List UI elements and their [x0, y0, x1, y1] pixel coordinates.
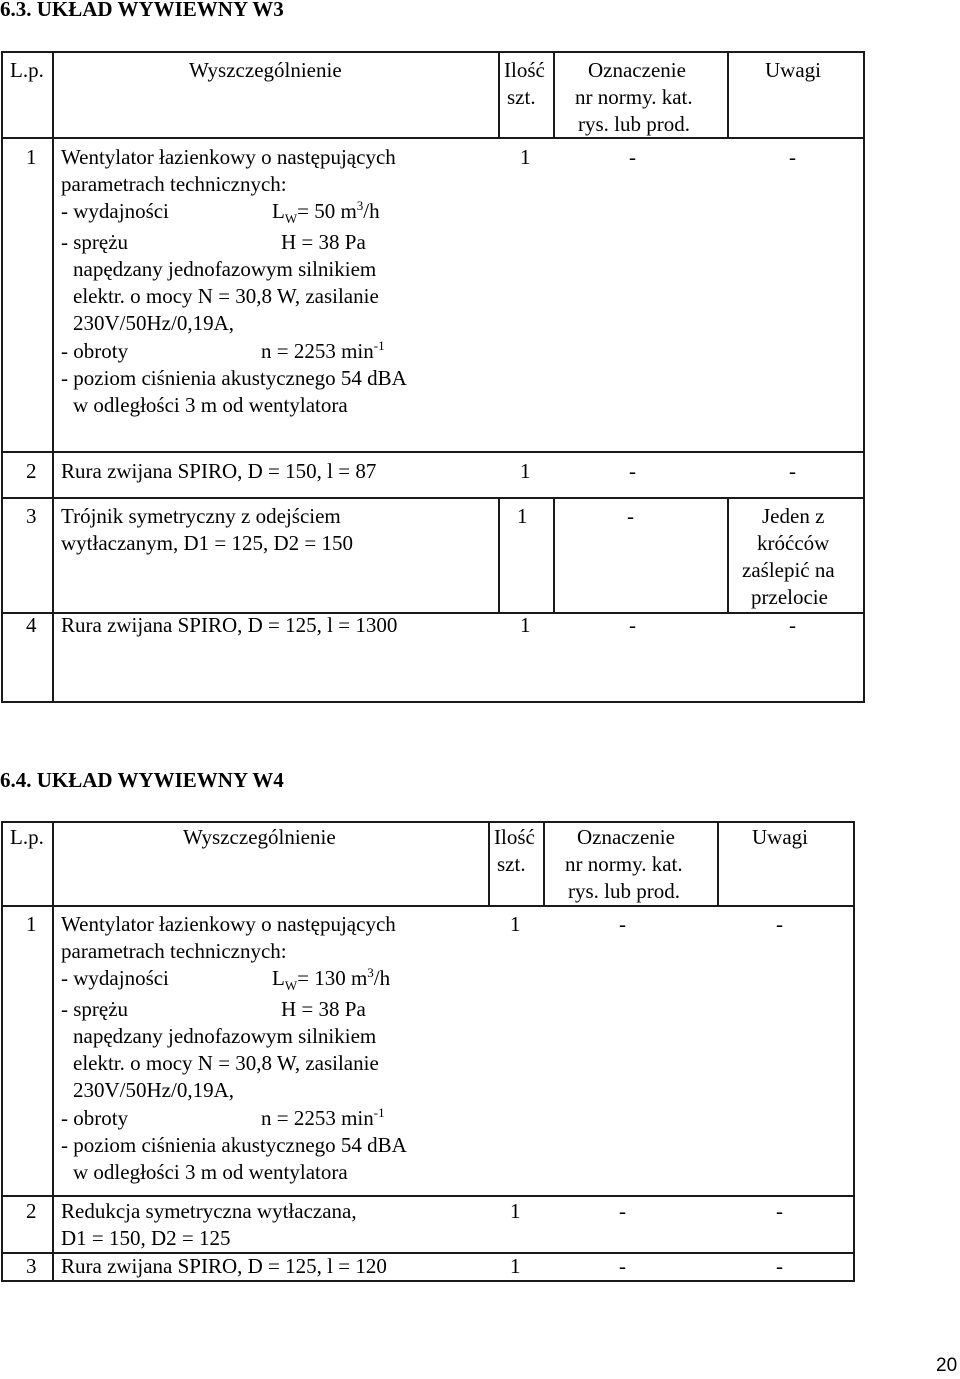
header-notes-cell — [728, 52, 864, 138]
table-row — [2, 1253, 854, 1281]
row-desc-line: Wentylator łazienkowy o następujących — [61, 145, 396, 169]
row-code: - — [619, 1199, 626, 1223]
row-lp: 4 — [26, 613, 37, 637]
header-desc-cell — [53, 822, 489, 906]
row-desc: Rura zwijana SPIRO, D = 125, l = 1300 — [61, 613, 398, 637]
table-header-row — [2, 822, 854, 906]
header-desc-cell — [53, 52, 499, 138]
row-desc-line: parametrach technicznych: — [61, 939, 287, 963]
row-notes-line: króćców — [757, 531, 830, 555]
motor-line: 230V/50Hz/0,19A, — [73, 311, 234, 335]
table-w4 — [1, 821, 855, 1282]
noise-line: - poziom ciśnienia akustycznego 54 dBA — [61, 1133, 407, 1157]
row-code: - — [629, 145, 636, 169]
header-qty-line2: szt. — [507, 85, 536, 109]
flow-label: - wydajności — [61, 966, 169, 990]
pressure-value: H = 38 Pa — [281, 230, 366, 254]
header-code-line1: Oznaczenie — [588, 58, 686, 82]
rpm-label: - obroty — [61, 339, 129, 363]
motor-line: napędzany jednofazowym silnikiem — [73, 257, 377, 281]
section-heading-w4: 6.4. UKŁAD WYWIEWNY W4 — [0, 768, 284, 792]
row-lp: 1 — [26, 145, 37, 169]
row-lp: 2 — [26, 459, 37, 483]
table-row — [2, 138, 864, 452]
header-lp: L.p. — [10, 825, 44, 849]
row-notes: - — [776, 1254, 783, 1278]
row-lp: 2 — [26, 1199, 37, 1223]
row-code: - — [619, 1254, 626, 1278]
table-header-row — [2, 52, 864, 138]
header-notes-cell — [718, 822, 854, 906]
motor-line: 230V/50Hz/0,19A, — [73, 1078, 234, 1102]
page-number: 20 — [936, 1355, 958, 1376]
row-lp: 3 — [26, 504, 37, 528]
row-desc-line: parametrach technicznych: — [61, 172, 287, 196]
header-lp: L.p. — [10, 58, 44, 82]
noise-line: w odległości 3 m od wentylatora — [73, 1160, 348, 1184]
header-desc: Wyszczególnienie — [183, 825, 336, 849]
table-row — [2, 1196, 854, 1253]
header-lp-cell — [2, 52, 53, 138]
table-w3 — [1, 51, 865, 703]
flow-value: $L_W= 130$ $m^3/h$ — [272, 965, 391, 994]
header-qty-cell — [499, 52, 554, 138]
row-qty: 1 — [520, 613, 531, 637]
row-notes-line: przelocie — [751, 585, 828, 609]
header-code-cell — [554, 52, 728, 138]
header-notes: Uwagi — [752, 825, 808, 849]
header-code-line3: rys. lub prod. — [578, 112, 690, 136]
row-desc-line: wytłaczanym, D1 = 125, D2 = 150 — [61, 531, 353, 555]
row-desc-line: Wentylator łazienkowy o następujących — [61, 912, 396, 936]
row-qty: 1 — [510, 912, 521, 936]
row-code: - — [619, 912, 626, 936]
noise-line: w odległości 3 m od wentylatora — [73, 393, 348, 417]
pressure-value: H = 38 Pa — [281, 997, 366, 1021]
row-desc-line: Redukcja symetryczna wytłaczana, — [61, 1199, 357, 1223]
header-qty-cell — [489, 822, 544, 906]
pressure-label: - sprężu — [61, 230, 129, 254]
row-qty: 1 — [520, 459, 531, 483]
row-code: - — [629, 459, 636, 483]
flow-label: - wydajności — [61, 199, 169, 223]
header-code-line2: nr normy. kat. — [575, 85, 693, 109]
table-row — [2, 452, 864, 498]
table-row — [2, 906, 854, 1196]
motor-line: elektr. o mocy N = 30,8 W, zasilanie — [73, 1051, 379, 1075]
header-code-line3: rys. lub prod. — [568, 879, 680, 903]
row-desc: Rura zwijana SPIRO, D = 125, l = 120 — [61, 1254, 387, 1278]
row-lp: 3 — [26, 1254, 37, 1278]
row-desc-line: D1 = 150, D2 = 125 — [61, 1226, 231, 1250]
row-desc: Rura zwijana SPIRO, D = 150, l = 87 — [61, 459, 377, 483]
header-lp-cell — [2, 822, 53, 906]
rpm-value: n = 2253 $\min^{-1}$ — [261, 1105, 385, 1130]
row-notes: - — [789, 145, 796, 169]
table-row — [2, 498, 864, 613]
motor-line: elektr. o mocy N = 30,8 W, zasilanie — [73, 284, 379, 308]
row-notes: - — [776, 912, 783, 936]
rpm-label: - obroty — [61, 1106, 129, 1130]
flow-value: $L_W= 50$ $m^3/h$ — [272, 198, 380, 227]
header-notes: Uwagi — [765, 58, 821, 82]
row-qty: 1 — [510, 1254, 521, 1278]
pressure-label: - sprężu — [61, 997, 129, 1021]
row-notes-line: Jeden z — [762, 504, 825, 528]
header-code-cell — [544, 822, 718, 906]
header-code-line2: nr normy. kat. — [565, 852, 683, 876]
header-qty-line2: szt. — [497, 852, 526, 876]
row-notes: - — [776, 1199, 783, 1223]
motor-line: napędzany jednofazowym silnikiem — [73, 1024, 377, 1048]
row-code: - — [627, 504, 634, 528]
row-desc-line: Trójnik symetryczny z odejściem — [61, 504, 341, 528]
row-qty: 1 — [510, 1199, 521, 1223]
row-qty: 1 — [520, 145, 531, 169]
header-desc: Wyszczególnienie — [189, 58, 342, 82]
row-qty: 1 — [517, 504, 528, 528]
row-lp: 1 — [26, 912, 37, 936]
row-notes-line: zaślepić na — [742, 558, 835, 582]
noise-line: - poziom ciśnienia akustycznego 54 dBA — [61, 366, 407, 390]
row-code: - — [629, 613, 636, 637]
table-row — [2, 613, 864, 702]
section-heading-w3: 6.3. UKŁAD WYWIEWNY W3 — [0, 0, 284, 21]
header-qty-line1: Ilość — [504, 58, 545, 82]
row-notes: - — [789, 459, 796, 483]
header-qty-line1: Ilość — [494, 825, 535, 849]
header-code-line1: Oznaczenie — [577, 825, 675, 849]
row-notes: - — [789, 613, 796, 637]
rpm-value: n = 2253 $\min^{-1}$ — [261, 338, 385, 363]
